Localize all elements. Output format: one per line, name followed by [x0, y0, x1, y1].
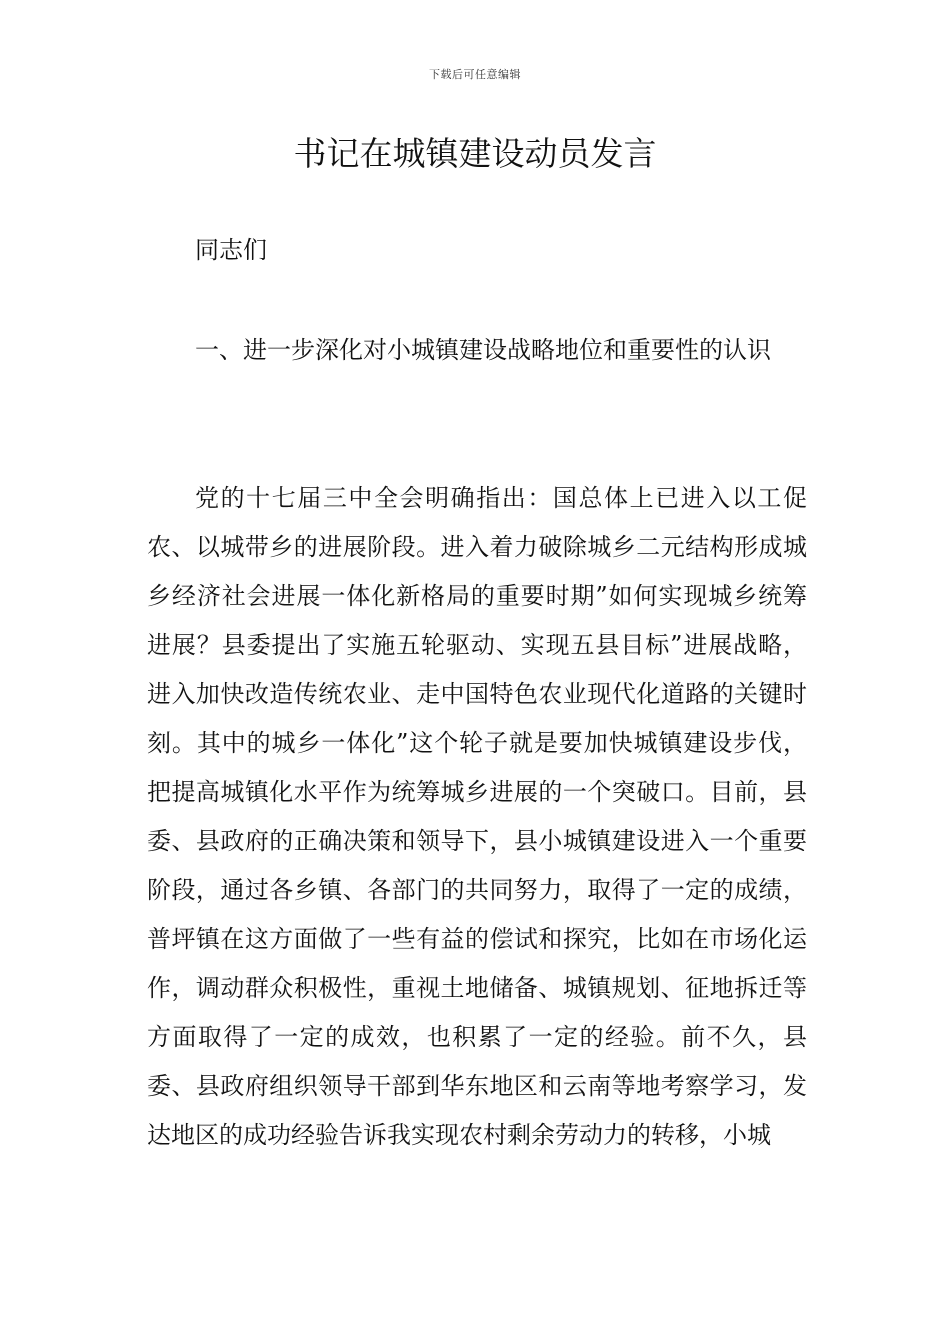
salutation: 同志们 — [195, 236, 267, 264]
section-heading: 一、进一步深化对小城镇建设战略地位和重要性的认识 — [195, 336, 771, 364]
header-note: 下载后可任意编辑 — [429, 68, 521, 81]
body-paragraph: 党的十七届三中全会明确指出：国总体上已进入以工促农、以城带乡的进展阶段。进入着力破除城乡二元结构形成城乡经济社会进展一体化新格局的重要时期”如何实现城乡统筹进展？县委提出了实施五轮驱动、实现五县目标”进展战略，进入加快改造传统农业、走中国特色农业现代化道路的关键时刻。其中的城乡一体化”这个轮子就是要加快城镇建设步伐，把提高城镇化水平作为统筹城乡进展的一个突破口。目前，县委、县政府的正确决策和领导下，县小城镇建设进入一个重要阶段，通过各乡镇、各部门的共同努力，取得了一定的成绩，普坪镇在这方面做了一些有益的偿试和探究，比如在市场化运作，调动群众积极性，重视土地储备、城镇规划、征地拆迁等方面取得了一定的成效，也积累了一定的经验。前不久，县委、县政府组织领导干部到华东地区和云南等地考察学习，发达地区的成功经验告诉我实现农村剩余劳动力的转移，小城 — [147, 484, 807, 1149]
document-title: 书记在城镇建设动员发言 — [293, 134, 657, 173]
